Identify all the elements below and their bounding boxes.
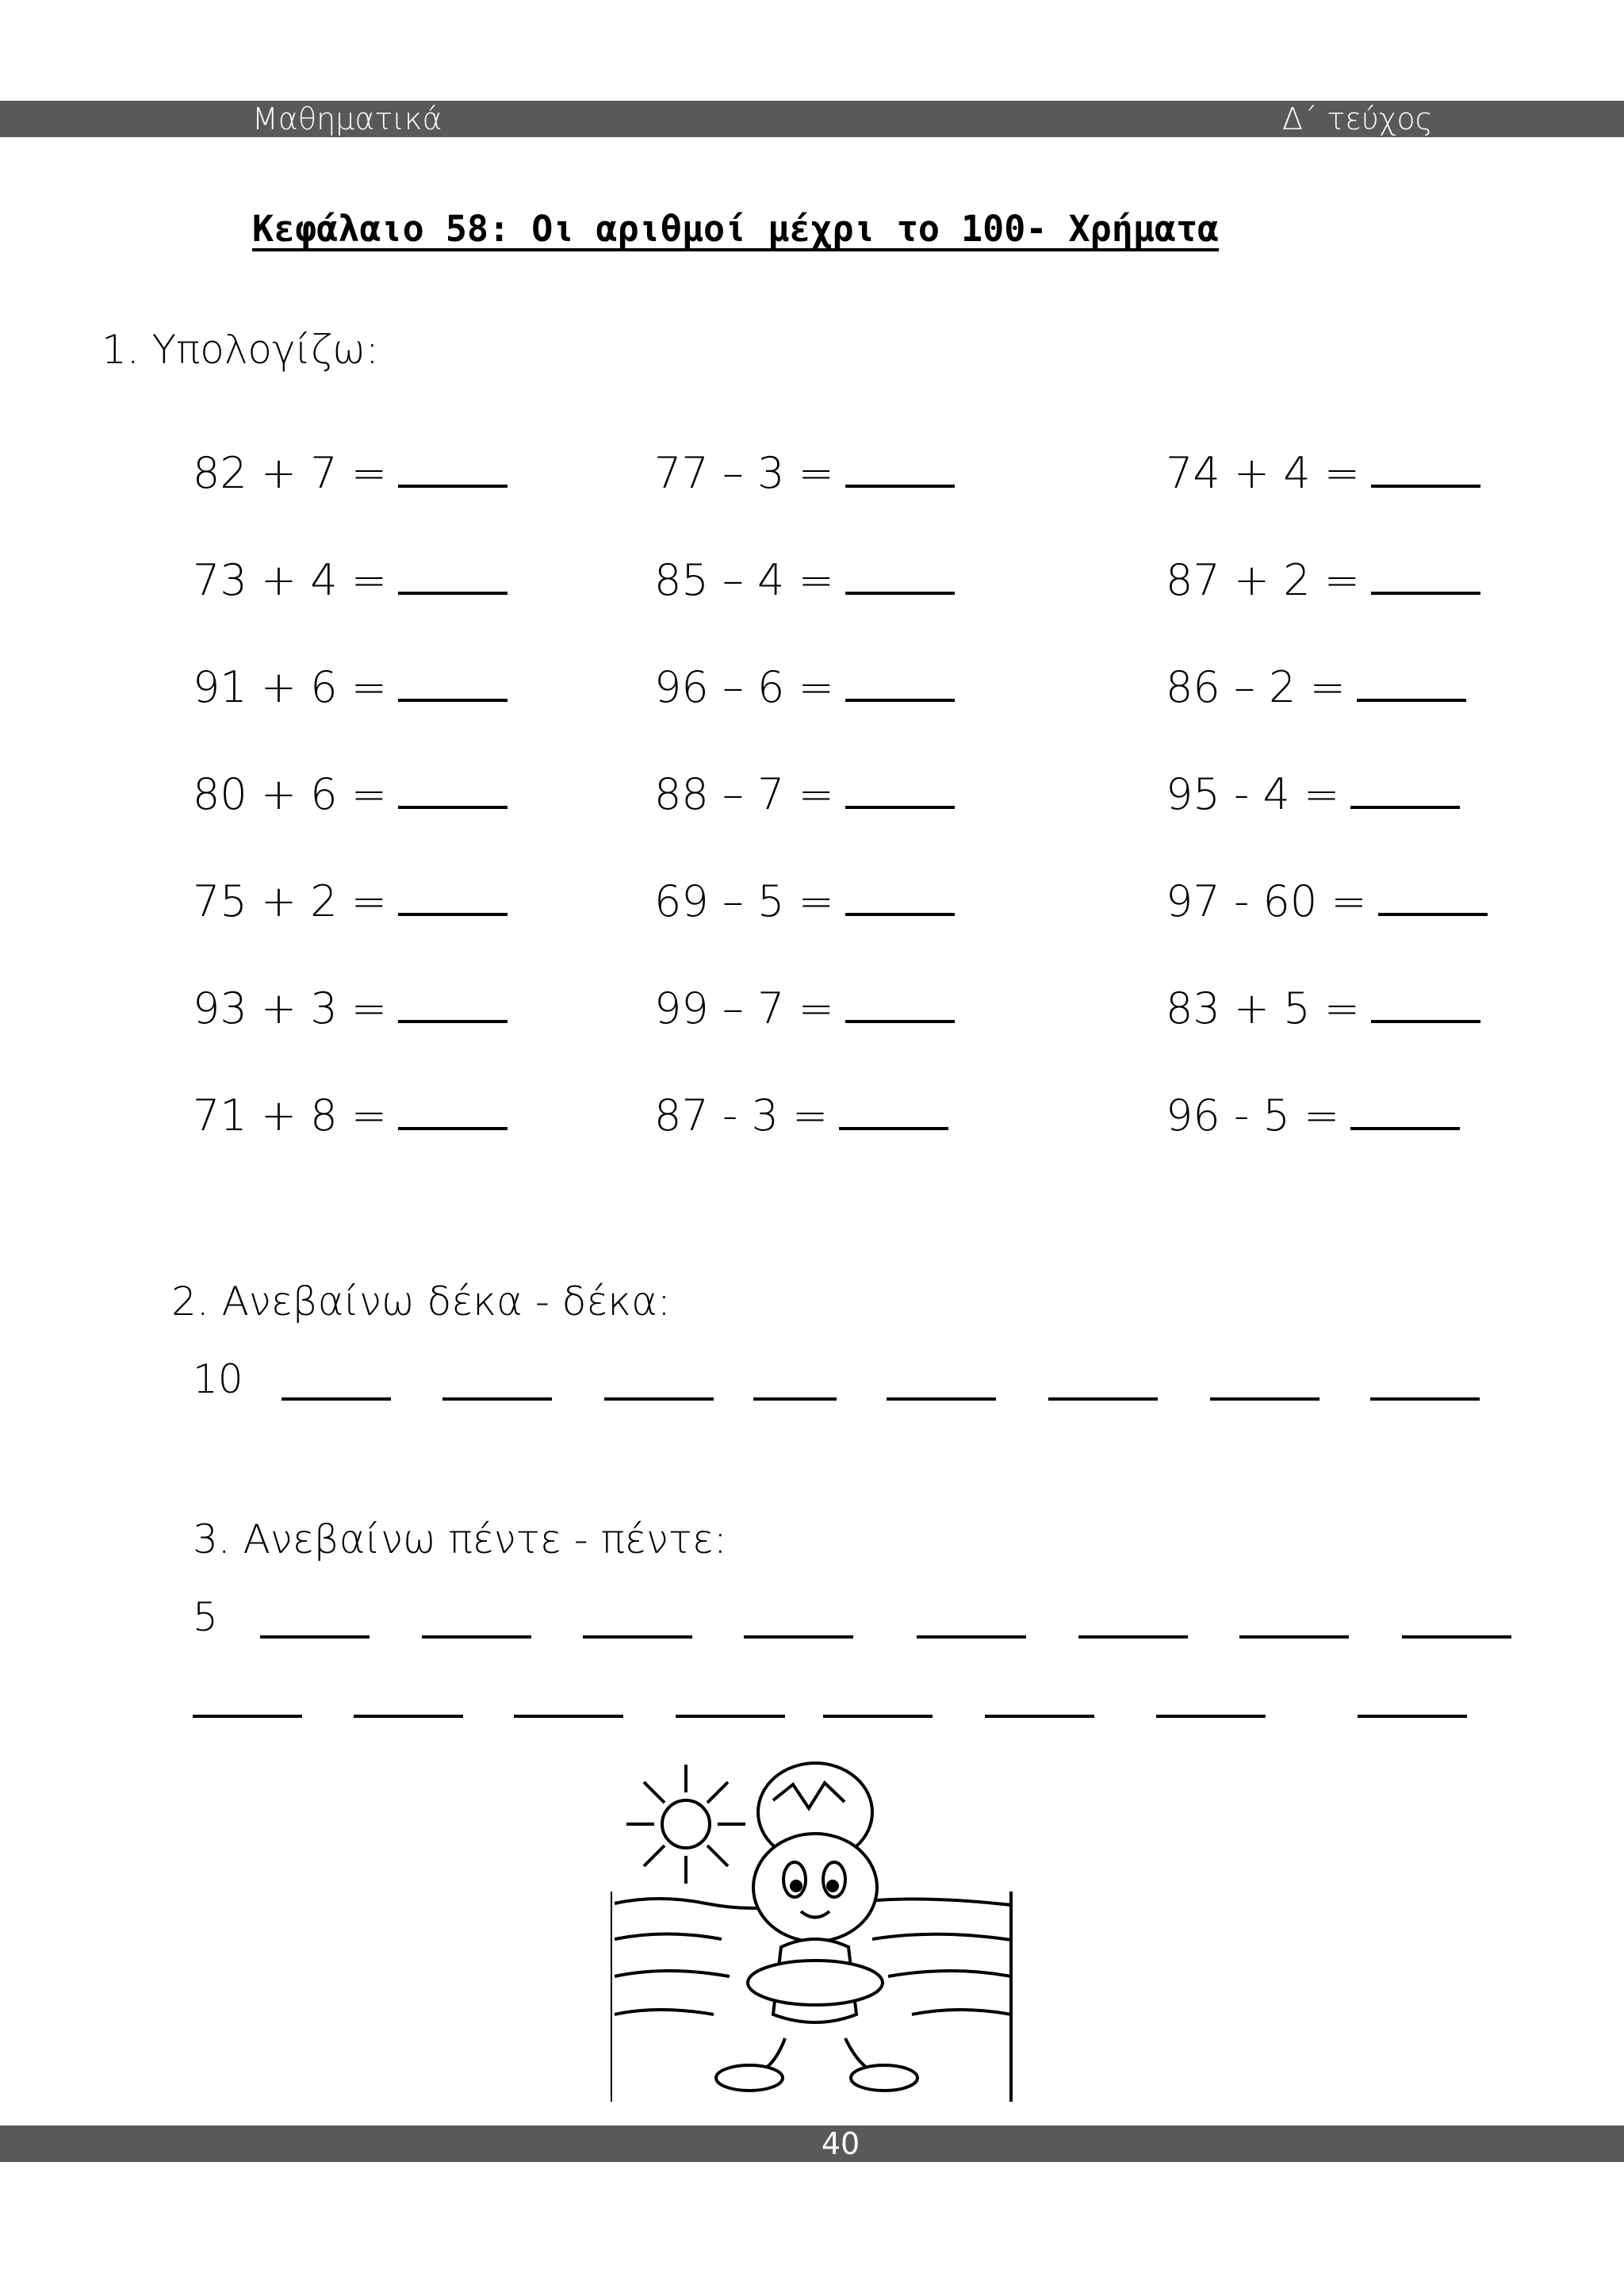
answer-line[interactable] [282, 1397, 391, 1401]
operation-text: 99 – 7 = [654, 983, 834, 1033]
operation-text: 83 + 5 = [1166, 983, 1361, 1033]
answer-blank[interactable] [398, 771, 508, 809]
page-header-band [0, 101, 1624, 137]
answer-blank[interactable] [845, 771, 955, 809]
answer-blank[interactable] [398, 878, 508, 916]
exercise1-operation [193, 1091, 508, 1140]
exercise1-operation [1166, 983, 1480, 1033]
answer-line[interactable] [422, 1635, 531, 1639]
answer-line[interactable] [1210, 1397, 1320, 1401]
operation-text: 93 + 3 = [193, 983, 388, 1033]
answer-blank[interactable] [398, 450, 508, 488]
exercise1-operation [654, 662, 955, 712]
exercise1-operation [193, 448, 508, 498]
answer-blank[interactable] [845, 878, 955, 916]
exercise1-operation [654, 1091, 948, 1140]
answer-blank[interactable] [1350, 1092, 1460, 1130]
sun-icon [626, 1765, 745, 1884]
answer-line[interactable] [1370, 1397, 1480, 1401]
operation-text: 75 + 2 = [193, 876, 388, 926]
operation-text: 82 + 7 = [193, 448, 388, 498]
exercise2-title: 2. Ανεβαίνω δέκα - δέκα: [171, 1278, 671, 1324]
exercise1-operation [654, 983, 955, 1033]
exercise3-start-number: 5 [193, 1594, 218, 1640]
operation-text: 80 + 6 = [193, 769, 388, 819]
exercise1-operation [193, 555, 508, 605]
answer-line[interactable] [1078, 1635, 1188, 1639]
answer-line[interactable] [260, 1635, 370, 1639]
exercise1-operation [1166, 1091, 1460, 1140]
answer-line[interactable] [823, 1715, 933, 1718]
operation-text: 88 – 7 = [654, 769, 834, 819]
answer-line[interactable] [583, 1635, 692, 1639]
operation-text: 74 + 4 = [1166, 448, 1361, 498]
answer-blank[interactable] [845, 985, 955, 1023]
exercise1-operation [654, 876, 955, 926]
exercise1-operation [1166, 448, 1480, 498]
answer-blank[interactable] [845, 664, 955, 702]
operation-text: 86 – 2 = [1166, 662, 1346, 712]
header-subject: Μαθηματικά [252, 102, 442, 136]
operation-text: 87 + 2 = [1166, 555, 1361, 605]
page-footer-band [0, 2125, 1624, 2162]
answer-line[interactable] [354, 1715, 463, 1718]
answer-blank[interactable] [1371, 450, 1480, 488]
exercise1-title: 1. Υπολογίζω: [102, 327, 379, 373]
exercise1-operation [193, 983, 508, 1033]
answer-line[interactable] [1239, 1635, 1349, 1639]
answer-blank[interactable] [839, 1092, 948, 1130]
answer-line[interactable] [1156, 1715, 1266, 1718]
exercise1-operation [193, 876, 508, 926]
exercise1-operation [193, 769, 508, 819]
exercise1-operation [1166, 769, 1460, 819]
exercise1-operation [193, 662, 508, 712]
answer-blank[interactable] [398, 664, 508, 702]
answer-line[interactable] [442, 1397, 552, 1401]
cartoon-bird-at-beach-illustration [611, 1753, 1015, 2102]
exercise1-operation [1166, 662, 1466, 712]
exercise1-operation [654, 555, 955, 605]
bird-character [716, 1763, 917, 2091]
operation-text: 77 – 3 = [654, 448, 834, 498]
exercise3-title: 3. Ανεβαίνω πέντε - πέντε: [193, 1516, 727, 1562]
operation-text: 73 + 4 = [193, 555, 388, 605]
operation-text: 71 + 8 = [193, 1091, 388, 1140]
operation-text: 97 - 60 = [1166, 876, 1367, 926]
answer-line[interactable] [887, 1397, 996, 1401]
answer-blank[interactable] [845, 450, 955, 488]
page-number: 40 [821, 2126, 860, 2161]
answer-line[interactable] [1358, 1715, 1467, 1718]
answer-blank[interactable] [1371, 985, 1480, 1023]
answer-line[interactable] [193, 1715, 302, 1718]
answer-blank[interactable] [845, 557, 955, 595]
answer-line[interactable] [744, 1635, 853, 1639]
operation-text: 85 – 4 = [654, 555, 834, 605]
operation-text: 69 – 5 = [654, 876, 834, 926]
answer-line[interactable] [604, 1397, 714, 1401]
answer-line[interactable] [1402, 1635, 1511, 1639]
exercise1-operation [654, 769, 955, 819]
operation-text: 96 - 5 = [1166, 1091, 1340, 1140]
operation-text: 96 – 6 = [654, 662, 834, 712]
exercise1-operation [654, 448, 955, 498]
answer-line[interactable] [1048, 1397, 1158, 1401]
exercise2-start-number: 10 [193, 1356, 243, 1402]
answer-blank[interactable] [398, 1092, 508, 1130]
operation-text: 87 - 3 = [654, 1091, 829, 1140]
answer-blank[interactable] [1350, 771, 1460, 809]
answer-line[interactable] [676, 1715, 785, 1718]
operation-text: 91 + 6 = [193, 662, 388, 712]
answer-blank[interactable] [398, 557, 508, 595]
answer-blank[interactable] [1378, 878, 1488, 916]
answer-blank[interactable] [1371, 557, 1480, 595]
answer-blank[interactable] [398, 985, 508, 1023]
operation-text: 95 - 4 = [1166, 769, 1340, 819]
answer-line[interactable] [917, 1635, 1026, 1639]
answer-blank[interactable] [1357, 664, 1466, 702]
header-issue: Δ΄ τεύχος [1282, 102, 1433, 136]
answer-line[interactable] [753, 1397, 837, 1401]
exercise1-operation [1166, 876, 1488, 926]
answer-line[interactable] [985, 1715, 1094, 1718]
answer-line[interactable] [514, 1715, 623, 1718]
chapter-title: Κεφάλαιο 58: Οι αριθμοί μέχρι το 100- Χρήματα [252, 208, 1220, 250]
exercise1-operation [1166, 555, 1480, 605]
